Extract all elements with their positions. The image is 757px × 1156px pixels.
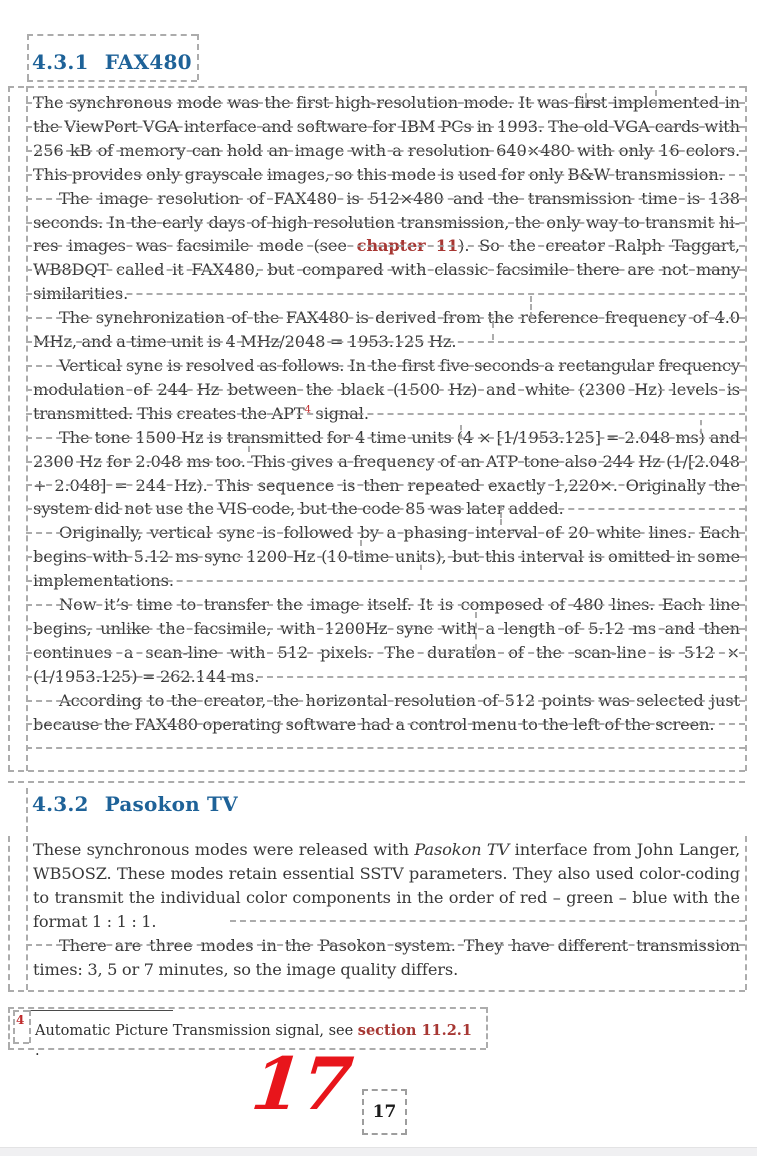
text-run: These synchronous modes were released with (33, 840, 415, 859)
page-number-label: 17 (372, 1102, 397, 1122)
printed-page-number (362, 1089, 407, 1135)
layout-dash-line (8, 1007, 486, 1009)
chapter-11-link[interactable]: chapter 11 (356, 236, 459, 256)
text-run: Originally, vertical sync is followed by a phasing interval of 20 white lines. Each begins with 5.12 ms sync 1200 Hz (10-time units), but this interval is omitted in some implementations. (33, 523, 740, 591)
text-run: Automatic Picture Transmission signal, see (35, 1023, 358, 1039)
text-run: Now it’s time to transfer the image itself. It is composed of 480 lines. Each line begins, unlike the facsimile, with 1200Hz sync with a length of 5.12 ms and then continues a scan-line with 512 pixels. The duration of the scan-line is 512 × (1/1953.125) = 262.144 ms. (33, 595, 740, 686)
layout-dash-line (13, 1010, 15, 1043)
layout-dash-line (29, 1010, 31, 1043)
paragraph (33, 354, 740, 426)
section-body-fax480 (33, 91, 740, 736)
footer-strip (0, 1147, 757, 1156)
text-run: The synchronous mode was the first high-resolution mode. It was first implemented in the ViewPort VGA interface and software for IBM PCs in 1993. The old VGA cards with 256 kB of memory can hold an image with a resolution 640×480 with only 16 colors. This provides only grayscale images, so this mode is used for only B&W transmission. (33, 93, 740, 184)
section-heading-fax480 (32, 50, 192, 74)
paragraph (33, 934, 740, 982)
paragraph (33, 689, 740, 737)
layout-dash-line (8, 1007, 10, 1048)
layout-dash-line (745, 86, 747, 771)
layout-dash-line (27, 34, 197, 36)
text-run: Vertical sync is resolved as follows. In the first five seconds a rectangular frequency modulation of 244 Hz between the black (1500 Hz) and white (2300 Hz) levels is transmitted. This creates the APT (33, 355, 740, 423)
layout-dash-line (26, 86, 28, 771)
text-run: The tone 1500 Hz is transmitted for 4 time units (4 × [1/1953.125] = 2.048 ms) and 2300 Hz for 2.048 ms too. This gives a frequency of an ATP tone also 244 Hz (1/[2.048 + 2.048] = 244 Hz). This sequence is then repeated exactly 1,220×. Originally the system did not use the VIS code, but the code 85 was later added. (33, 427, 740, 519)
layout-dash-line (26, 788, 28, 832)
layout-dash-line (8, 86, 745, 88)
layout-dash-line (13, 1010, 29, 1012)
section-title: FAX480 (104, 50, 192, 74)
text-run: The image resolution of FAX480 is 512×480 and the transmission time is 138 seconds. In the early days of high resolution transmission, the only way to transmit hi-res images was facsimile mode (see (33, 188, 740, 256)
footnote-rule (30, 1010, 173, 1011)
italic-text: Pasokon TV (414, 840, 510, 859)
layout-dash-line (27, 80, 197, 82)
layout-dash-line (26, 836, 28, 990)
text-run: interface from John Langer, WB5OSZ. These modes retain essential SSTV parameters. They also used color-coding to transmit the individual color components in the order of red – green – blue with the format 1 : 1 : 1. (33, 840, 741, 931)
layout-dash-line (8, 770, 745, 772)
text-run: The synchronization of the FAX480 is derived from the reference frequency of 4.0 MHz, and a time unit is 4 MHz/2048 = 1953.125 Hz. (33, 308, 740, 352)
paragraph (33, 187, 740, 307)
paragraph (33, 306, 740, 354)
layout-dash-line (486, 1007, 488, 1048)
layout-dash-line (8, 990, 745, 992)
paragraph (33, 838, 740, 934)
layout-dash-line (27, 34, 29, 80)
section-heading-pasokon-tv (32, 792, 238, 816)
text-run: There are three modes in the Pasokon system. They have different transmission times: 3, 5 or 7 minutes, so the image quality differs. (33, 935, 740, 979)
footnote-marker: 4 (16, 1013, 25, 1027)
section-title: Pasokon TV (104, 792, 238, 816)
paragraph (33, 593, 740, 689)
section-number: 4.3.2 (32, 792, 89, 816)
text-run: signal. (310, 403, 369, 423)
text-run: . (35, 1043, 40, 1059)
layout-dash-line (8, 86, 10, 771)
layout-dash-line (8, 836, 10, 990)
paragraph (33, 426, 740, 522)
section-number: 4.3.1 (32, 50, 89, 74)
layout-dash-line (26, 747, 745, 749)
paragraph (33, 521, 740, 593)
layout-dash-line (197, 34, 199, 80)
layout-dash-line (745, 836, 747, 990)
text-run: ). So the creator Ralph Taggart, WB8DQT called it FAX480, but compared with classic facsimile there are not many similarities. (33, 236, 740, 304)
handwritten-page-number: 17 (247, 1041, 357, 1126)
text-run: According to the creator, the horizontal resolution of 512 points was selected just because the FAX480 operating software had a control menu to the left of the screen. (33, 690, 740, 734)
layout-dash-line (8, 781, 745, 783)
paragraph (33, 91, 740, 187)
footnote-reference-sup[interactable]: 4 (304, 404, 311, 416)
section-body-pasokon-tv (33, 838, 740, 981)
layout-dash-line (13, 1042, 29, 1044)
section-11-2-1-link[interactable]: section 11.2.1 (357, 1022, 472, 1039)
